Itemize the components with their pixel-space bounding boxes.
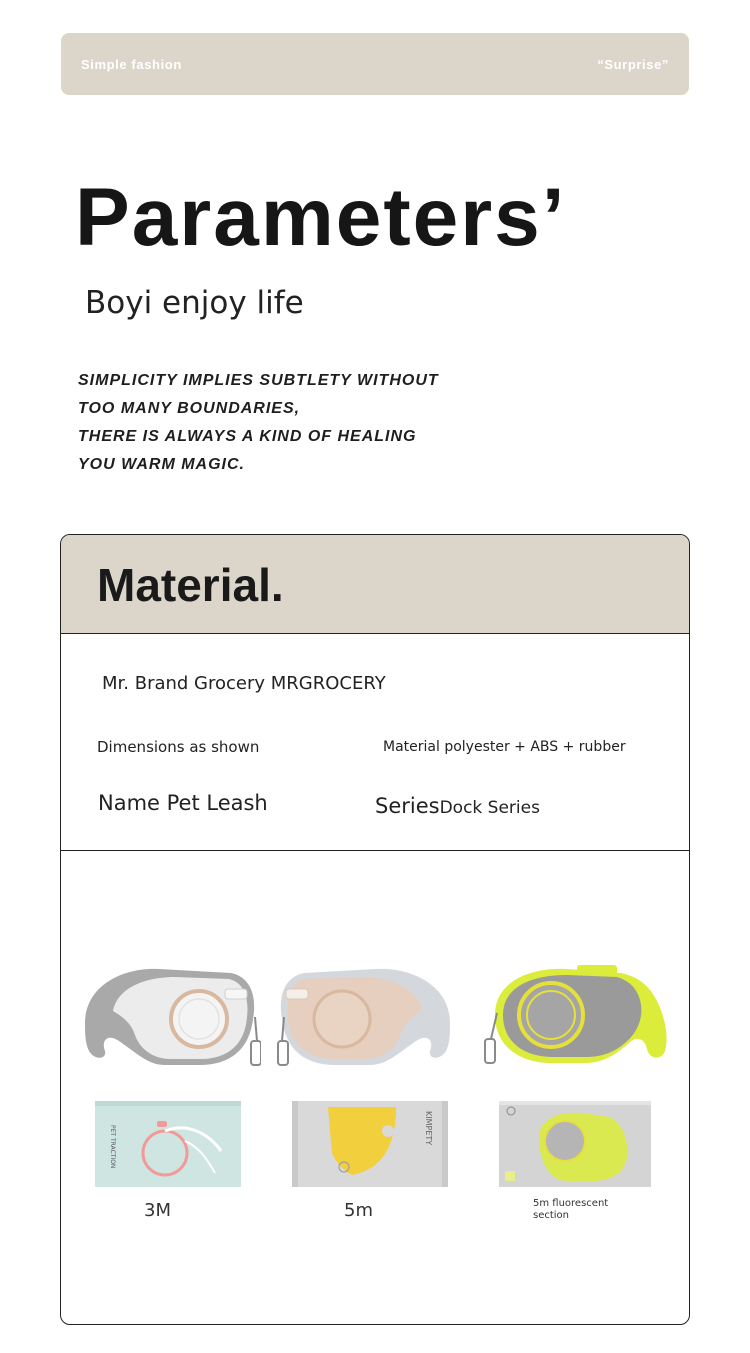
box-text-kimpety: KIMPETY [424, 1111, 433, 1146]
material-card [60, 534, 690, 1325]
series-label: Series [375, 794, 440, 818]
caption-5m: 5m [344, 1200, 373, 1221]
product-box-5m [292, 1101, 448, 1187]
product-image-5m-fluorescent [481, 955, 671, 1073]
box-text-pet-traction: PET TRACTION [109, 1125, 116, 1169]
series-value: Dock Series [439, 798, 540, 818]
quote-line: THERE IS ALWAYS A KIND OF HEALING [78, 428, 417, 445]
quote-block [78, 370, 439, 482]
page-subtitle: Boyi enjoy life [85, 285, 304, 321]
banner-left-text: Simple fashion [81, 57, 182, 72]
product-image-5m [276, 955, 458, 1073]
series-spec [375, 794, 540, 818]
material-title: Material. [97, 559, 284, 611]
caption-5m-fluorescent: 5m fluorescent section [533, 1198, 609, 1221]
quote-line: YOU WARM MAGIC. [78, 456, 245, 473]
material-spec: Material polyester + ABS + rubber [383, 739, 626, 755]
banner-right-text: “Surprise” [597, 57, 669, 72]
name-spec: Name Pet Leash [98, 791, 268, 815]
quote-line: TOO MANY BOUNDARIES, [78, 400, 301, 417]
product-image-3m [79, 955, 261, 1073]
brand-spec: Mr. Brand Grocery MRGROCERY [102, 673, 386, 694]
top-banner [61, 33, 689, 95]
caption-3m: 3M [144, 1200, 171, 1221]
section-divider [61, 850, 689, 851]
product-box-3m [95, 1101, 241, 1187]
product-box-5m-fluorescent [499, 1101, 651, 1187]
dimensions-spec: Dimensions as shown [97, 738, 260, 756]
page-title: Parameters’ [75, 172, 567, 263]
material-header [61, 535, 689, 634]
quote-line: SIMPLICITY IMPLIES SUBTLETY WITHOUT [78, 372, 439, 389]
